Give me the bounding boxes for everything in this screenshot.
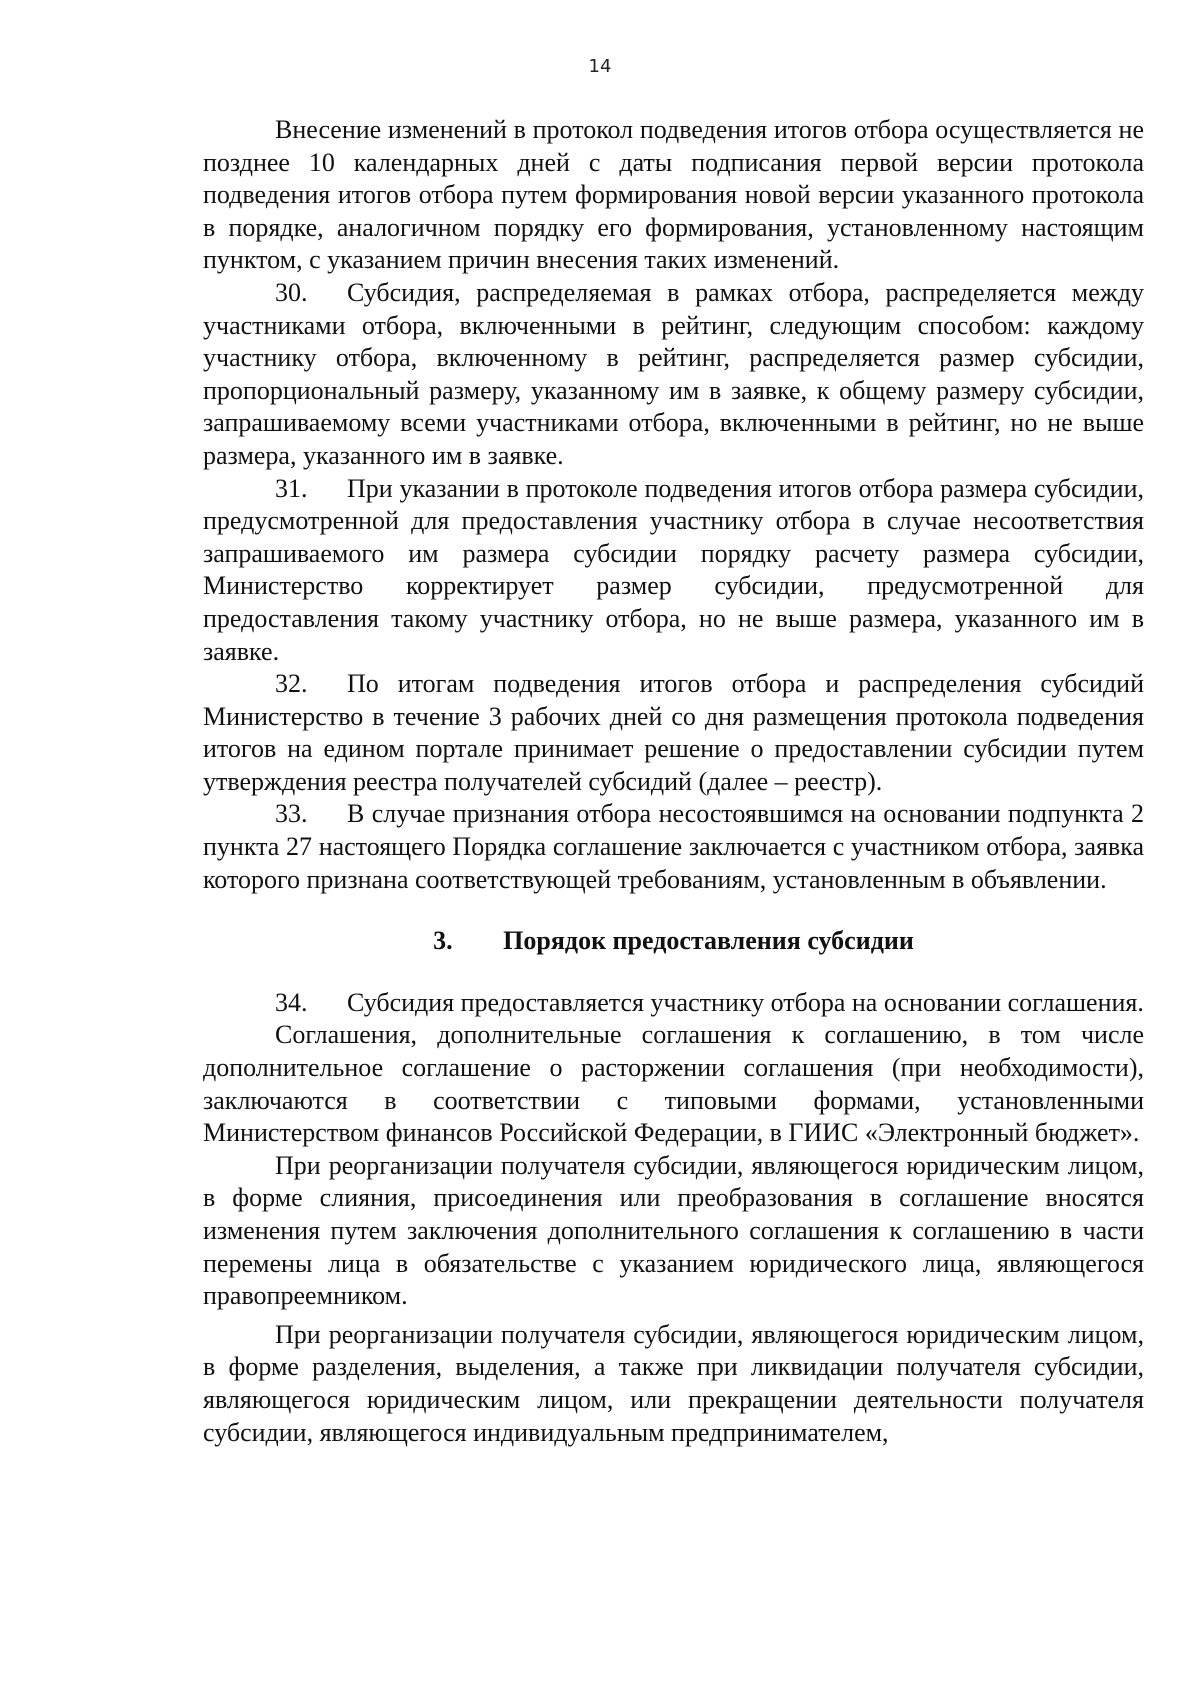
- item-number: 33.: [275, 799, 308, 829]
- paragraph-text: При указании в протоколе подведения итогов отбора размера субсидии, предусмотренной для предоставления участнику отбора в случае несоответствия запрашиваемого им размера субсидии порядку расчету размера субсидии, Министерство корректирует размер субсидии, предусмотренной для предоставления такому участнику отбора, но не выше размера, указанного им в заявке.: [203, 473, 1144, 666]
- paragraph-text: При реорганизации получателя субсидии, являющегося юридическим лицом, в форме разделения, выделения, а также при ликвидации получателя субсидии, являющегося юридическим лицом, или прекращении деятельности получателя субсидии, являющегося индивидуальным предпринимателем,: [203, 1319, 1144, 1447]
- paragraph-text: Субсидия, распределяемая в рамках отбора, распределяется между участниками отбора, включенными в рейтинг, следующим способом: каждому участнику отбора, включенному в рейтинг, распределяется размер субсидии, пропорциональный размеру, указанному им в заявке, к общему размеру субсидии, запрашиваемому всеми участниками отбора, включенными в рейтинг, но не выше размера, указанного им в заявке.: [203, 277, 1144, 470]
- paragraph-reorg-split: [203, 1319, 1144, 1449]
- paragraph-text: Соглашения, дополнительные соглашения к соглашению, в том числе дополнительное соглашение о расторжении соглашения (при необходимости), заключаются в соответствии с типовыми формами, установленными Министерством финансов Российской Федерации, в ГИИС «Электронный бюджет».: [203, 1020, 1144, 1148]
- section-title: Порядок предоставления субсидии: [503, 926, 914, 956]
- paragraph-text: Внесение изменений в протокол подведения итогов отбора осуществляется не позднее 10 календарных дней с даты подписания первой версии протокола подведения итогов отбора путем формирования новой версии указанного протокола в порядке, аналогичном порядку его формирования, установленному настоящим пунктом, с указанием причин внесения таких изменений.: [203, 115, 1144, 275]
- item-number: 34.: [275, 987, 308, 1017]
- item-number: 31.: [275, 473, 308, 503]
- paragraph-31: [203, 473, 1144, 669]
- paragraph-amendments: [203, 114, 1144, 277]
- paragraph-32: [203, 668, 1144, 798]
- paragraph-text: По итогам подведения итогов отбора и распределения субсидий Министерство в течение 3 рабочих дней со дня размещения протокола подведения итогов на едином портале принимает решение о предоставлении субсидии путем утверждения реестра получателей субсидий (далее – реестр).: [203, 669, 1144, 796]
- document-body: [203, 114, 1144, 1449]
- paragraph-text: При реорганизации получателя субсидии, являющегося юридическим лицом, в форме слияния, присоединения или преобразования в соглашение вносятся изменения путем заключения дополнительного соглашения к соглашению в части перемены лица в обязательстве с указанием юридического лица, являющегося правопреемником.: [203, 1150, 1144, 1311]
- paragraph-reorg-merge: [203, 1150, 1144, 1313]
- section-heading: [203, 925, 1144, 958]
- paragraph-34: [203, 987, 1144, 1020]
- paragraph-agreements: [203, 1019, 1144, 1149]
- item-number: 32.: [275, 669, 308, 699]
- paragraph-33: [203, 798, 1144, 896]
- page-number: 14: [588, 56, 612, 77]
- paragraph-30: [203, 277, 1144, 473]
- paragraph-text: Субсидия предоставляется участнику отбора на основании соглашения.: [347, 987, 1144, 1017]
- item-number: 30.: [275, 277, 308, 307]
- section-number: 3.: [433, 926, 453, 956]
- paragraph-text: В случае признания отбора несостоявшимся на основании подпункта 2 пункта 27 настоящего Порядка соглашение заключается с участником отбора, заявка которого признана соответствующей требованиям, установленным в объявлении.: [203, 799, 1144, 894]
